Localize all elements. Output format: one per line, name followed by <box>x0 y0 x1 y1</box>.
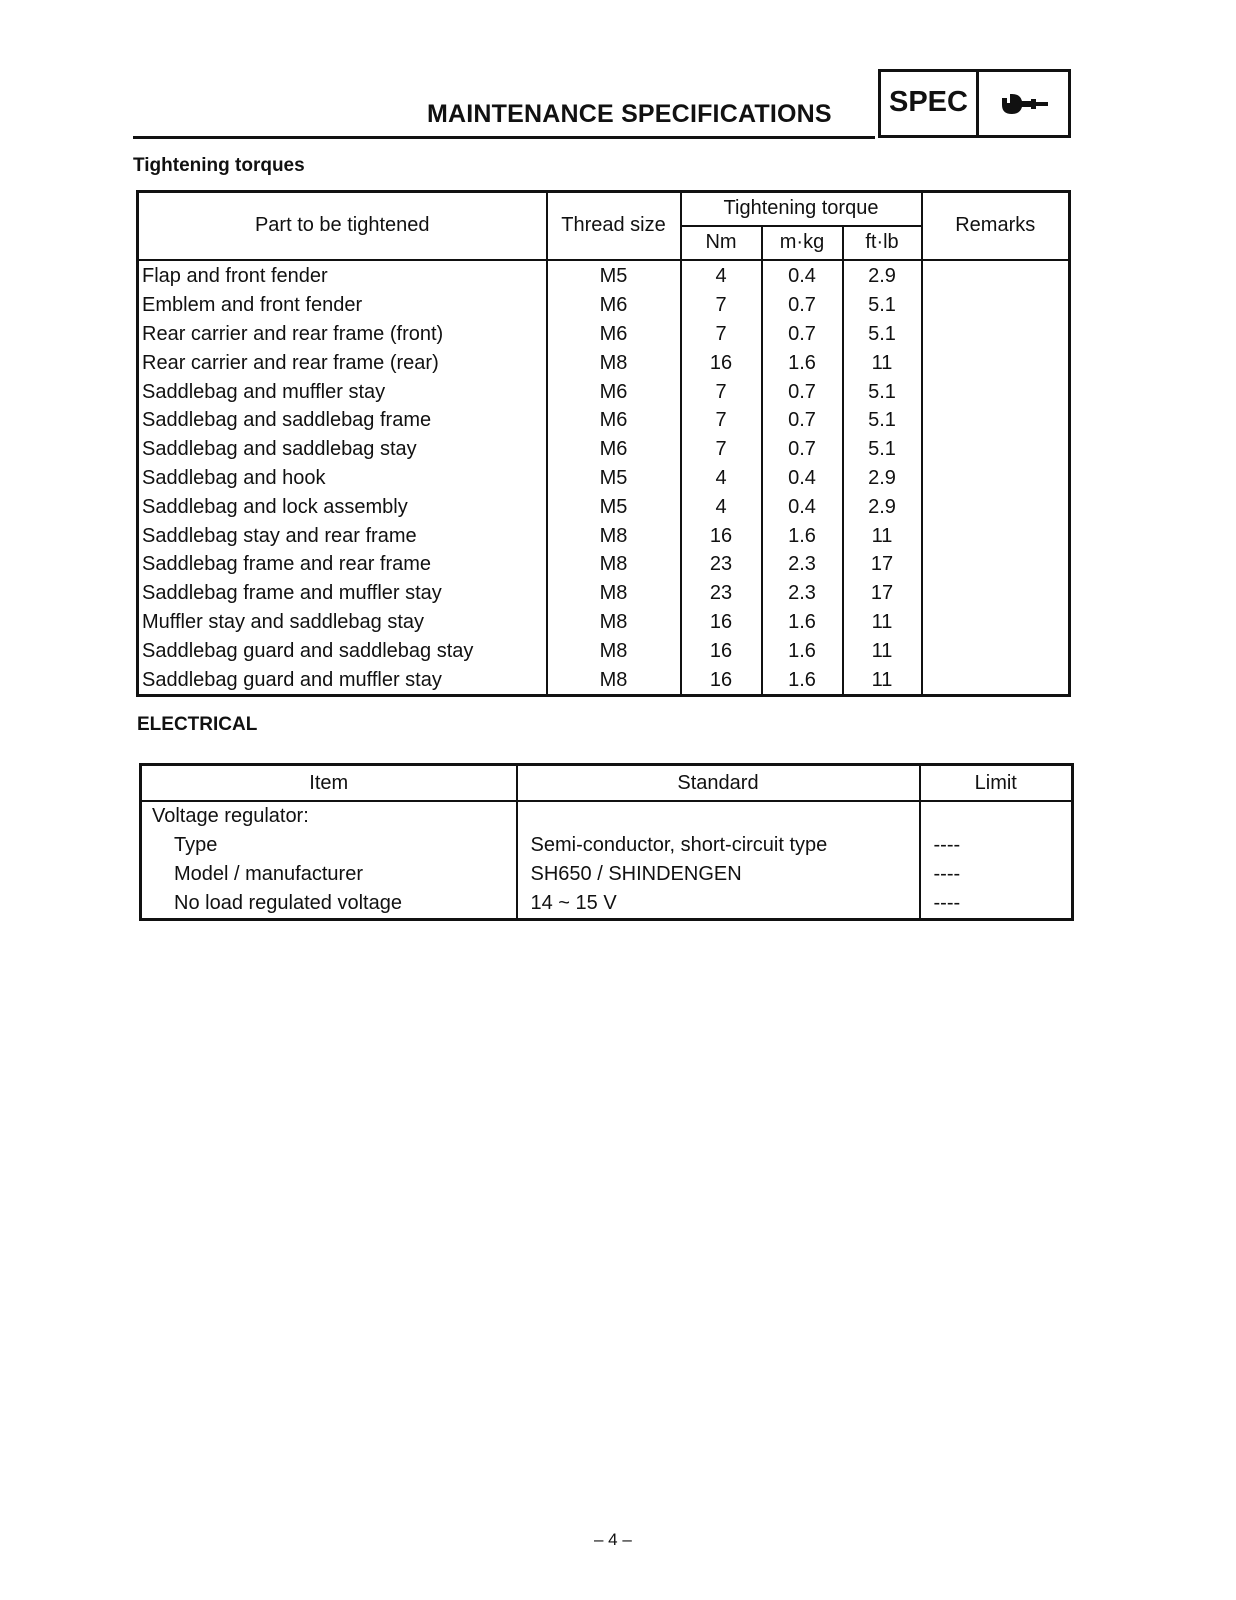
cell-nm: 4 <box>681 493 762 522</box>
cell-ftlb: 17 <box>843 579 922 608</box>
cell-thread: M8 <box>547 666 681 696</box>
cell-mkg: 0.4 <box>762 464 843 493</box>
cell-nm: 4 <box>681 464 762 493</box>
cell-mkg: 1.6 <box>762 637 843 666</box>
cell-mkg: 0.4 <box>762 260 843 292</box>
cell-nm: 23 <box>681 550 762 579</box>
cell-remarks <box>922 260 1070 292</box>
cell-mkg: 0.7 <box>762 378 843 407</box>
torque-section-heading: Tightening torques <box>133 155 305 176</box>
cell-ftlb: 11 <box>843 637 922 666</box>
table-row <box>138 666 1070 696</box>
cell-thread: M6 <box>547 435 681 464</box>
cell-part: Saddlebag and lock assembly <box>138 493 547 522</box>
electrical-section-heading: ELECTRICAL <box>137 714 258 735</box>
cell-ftlb: 5.1 <box>843 320 922 349</box>
cell-part: Saddlebag and muffler stay <box>138 378 547 407</box>
column-header-ftlb: ft·lb <box>843 226 922 260</box>
cell-thread: M6 <box>547 320 681 349</box>
cell-thread: M6 <box>547 406 681 435</box>
cell-standard <box>517 801 920 831</box>
cell-part: Rear carrier and rear frame (rear) <box>138 349 547 378</box>
cell-thread: M8 <box>547 522 681 551</box>
cell-nm: 7 <box>681 406 762 435</box>
table-row <box>138 435 1070 464</box>
table-row <box>138 550 1070 579</box>
cell-nm: 16 <box>681 666 762 696</box>
cell-nm: 7 <box>681 291 762 320</box>
cell-limit: ---- <box>920 831 1073 860</box>
cell-part: Emblem and front fender <box>138 291 547 320</box>
cell-item: Model / manufacturer <box>141 860 517 889</box>
cell-mkg: 0.7 <box>762 320 843 349</box>
cell-ftlb: 11 <box>843 666 922 696</box>
cell-thread: M8 <box>547 550 681 579</box>
cell-mkg: 1.6 <box>762 522 843 551</box>
cell-mkg: 1.6 <box>762 349 843 378</box>
table-row <box>138 260 1070 292</box>
column-header-thread: Thread size <box>547 192 681 260</box>
cell-mkg: 2.3 <box>762 550 843 579</box>
cell-item: Voltage regulator: <box>141 801 517 831</box>
table-row <box>138 320 1070 349</box>
cell-part: Saddlebag frame and rear frame <box>138 550 547 579</box>
cell-thread: M8 <box>547 579 681 608</box>
cell-mkg: 0.7 <box>762 435 843 464</box>
cell-nm: 7 <box>681 435 762 464</box>
cell-standard: Semi-conductor, short-circuit type <box>517 831 920 860</box>
column-header-item: Item <box>141 765 517 802</box>
column-header-limit: Limit <box>920 765 1073 802</box>
cell-remarks <box>922 349 1070 378</box>
cell-ftlb: 11 <box>843 608 922 637</box>
cell-remarks <box>922 637 1070 666</box>
page-number: – 4 – <box>594 1530 632 1549</box>
cell-nm: 16 <box>681 608 762 637</box>
table-row <box>138 406 1070 435</box>
header-rule <box>133 136 875 139</box>
column-header-nm: Nm <box>681 226 762 260</box>
table-row <box>138 291 1070 320</box>
cell-ftlb: 5.1 <box>843 406 922 435</box>
table-row <box>138 522 1070 551</box>
cell-limit: ---- <box>920 889 1073 920</box>
spec-badge <box>878 69 1071 138</box>
cell-remarks <box>922 579 1070 608</box>
cell-ftlb: 2.9 <box>843 464 922 493</box>
cell-remarks <box>922 493 1070 522</box>
spec-badge-icon-cell <box>979 72 1068 135</box>
cell-remarks <box>922 522 1070 551</box>
cell-mkg: 0.7 <box>762 291 843 320</box>
cell-part: Saddlebag and saddlebag frame <box>138 406 547 435</box>
cell-mkg: 1.6 <box>762 608 843 637</box>
table-row <box>138 579 1070 608</box>
cell-part: Saddlebag guard and saddlebag stay <box>138 637 547 666</box>
torque-table <box>136 190 1071 697</box>
electrical-table <box>139 763 1074 921</box>
cell-ftlb: 11 <box>843 522 922 551</box>
column-header-standard: Standard <box>517 765 920 802</box>
cell-nm: 7 <box>681 378 762 407</box>
cell-part: Saddlebag and saddlebag stay <box>138 435 547 464</box>
cell-thread: M8 <box>547 349 681 378</box>
cell-thread: M5 <box>547 464 681 493</box>
cell-ftlb: 2.9 <box>843 493 922 522</box>
cell-item: Type <box>141 831 517 860</box>
cell-part: Saddlebag and hook <box>138 464 547 493</box>
column-header-remarks: Remarks <box>922 192 1070 260</box>
column-header-part: Part to be tightened <box>138 192 547 260</box>
cell-thread: M6 <box>547 291 681 320</box>
cell-mkg: 0.7 <box>762 406 843 435</box>
column-header-torque-group: Tightening torque <box>681 192 922 226</box>
cell-remarks <box>922 406 1070 435</box>
cell-ftlb: 5.1 <box>843 291 922 320</box>
cell-mkg: 2.3 <box>762 579 843 608</box>
cell-standard: SH650 / SHINDENGEN <box>517 860 920 889</box>
cell-part: Saddlebag stay and rear frame <box>138 522 547 551</box>
cell-remarks <box>922 378 1070 407</box>
cell-limit <box>920 801 1073 831</box>
table-row <box>138 349 1070 378</box>
cell-nm: 16 <box>681 349 762 378</box>
table-row <box>138 493 1070 522</box>
cell-ftlb: 11 <box>843 349 922 378</box>
cell-ftlb: 5.1 <box>843 435 922 464</box>
table-row <box>138 637 1070 666</box>
cell-part: Flap and front fender <box>138 260 547 292</box>
cell-thread: M8 <box>547 637 681 666</box>
cell-mkg: 0.4 <box>762 493 843 522</box>
cell-standard: 14 ~ 15 V <box>517 889 920 920</box>
cell-part: Muffler stay and saddlebag stay <box>138 608 547 637</box>
cell-remarks <box>922 666 1070 696</box>
cell-remarks <box>922 291 1070 320</box>
cell-nm: 16 <box>681 522 762 551</box>
cell-remarks <box>922 435 1070 464</box>
cell-part: Rear carrier and rear frame (front) <box>138 320 547 349</box>
cell-remarks <box>922 464 1070 493</box>
page-title: MAINTENANCE SPECIFICATIONS <box>427 100 832 128</box>
table-row <box>138 608 1070 637</box>
cell-remarks <box>922 320 1070 349</box>
table-row <box>138 464 1070 493</box>
cell-thread: M5 <box>547 493 681 522</box>
cell-ftlb: 17 <box>843 550 922 579</box>
cell-remarks <box>922 608 1070 637</box>
cell-limit: ---- <box>920 860 1073 889</box>
table-row <box>141 801 1073 831</box>
wrench-icon <box>998 90 1050 118</box>
cell-thread: M5 <box>547 260 681 292</box>
table-row <box>141 860 1073 889</box>
cell-mkg: 1.6 <box>762 666 843 696</box>
cell-remarks <box>922 550 1070 579</box>
cell-thread: M6 <box>547 378 681 407</box>
cell-part: Saddlebag frame and muffler stay <box>138 579 547 608</box>
cell-ftlb: 2.9 <box>843 260 922 292</box>
cell-nm: 16 <box>681 637 762 666</box>
cell-nm: 7 <box>681 320 762 349</box>
cell-nm: 23 <box>681 579 762 608</box>
cell-ftlb: 5.1 <box>843 378 922 407</box>
table-row <box>141 831 1073 860</box>
cell-part: Saddlebag guard and muffler stay <box>138 666 547 696</box>
table-row <box>141 889 1073 920</box>
table-row <box>138 378 1070 407</box>
cell-nm: 4 <box>681 260 762 292</box>
cell-item: No load regulated voltage <box>141 889 517 920</box>
spec-badge-label: SPEC <box>881 72 979 135</box>
column-header-mkg: m·kg <box>762 226 843 260</box>
cell-thread: M8 <box>547 608 681 637</box>
